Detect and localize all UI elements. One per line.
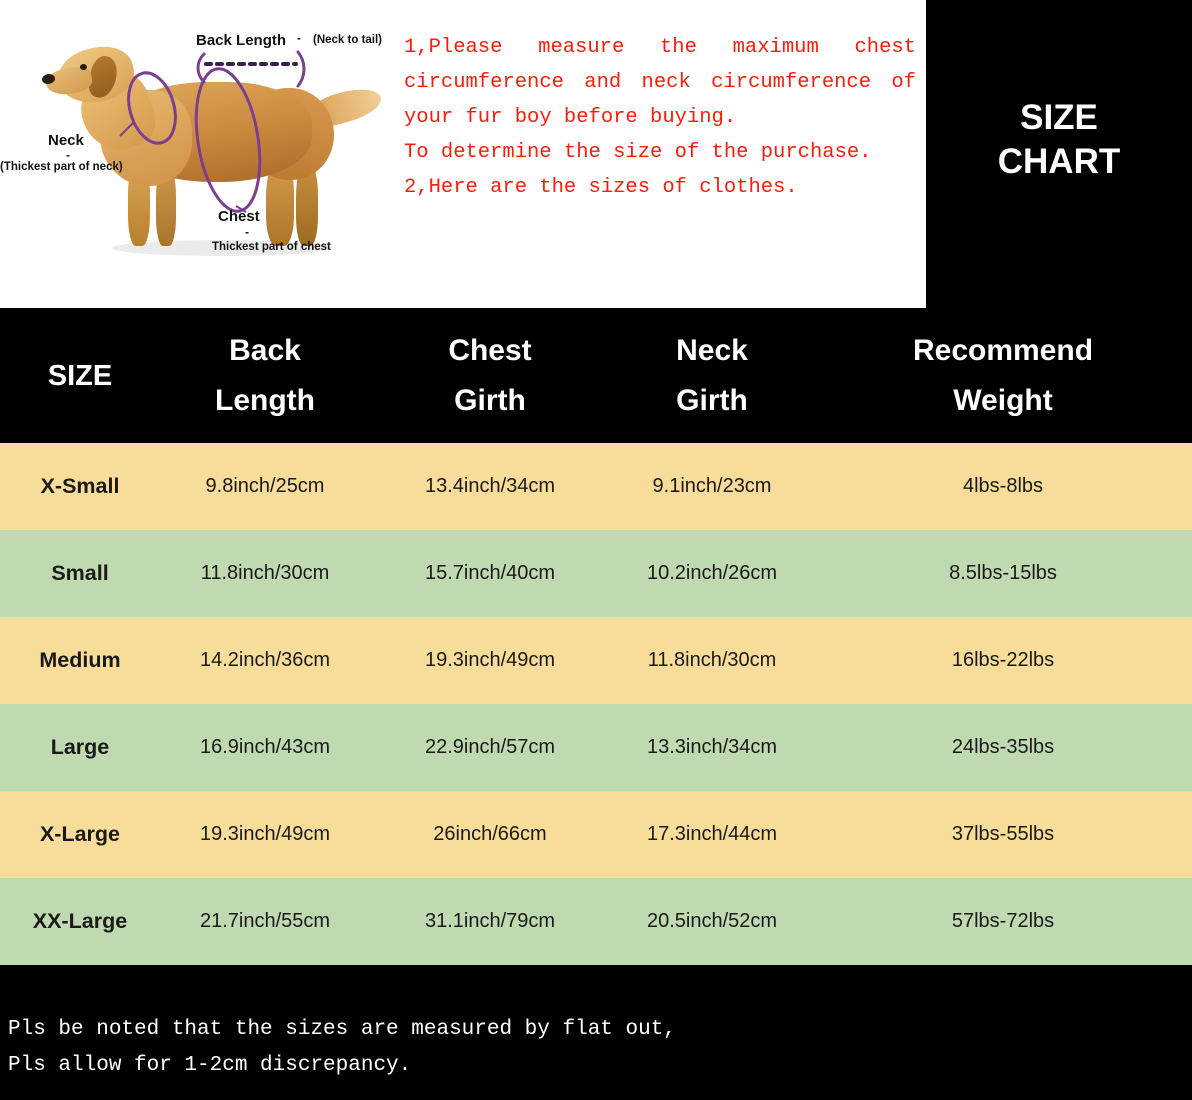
cell-size: XX-Large — [0, 878, 160, 965]
column-header-neck-girth-line1: Neck — [676, 333, 748, 367]
cell-size: X-Small — [0, 443, 160, 530]
instructions-text — [404, 30, 916, 205]
table-row — [0, 443, 1192, 530]
column-header-back-length-line1: Back — [229, 333, 301, 367]
column-header-neck-girth — [610, 308, 814, 443]
dog-measurement-diagram — [0, 0, 396, 308]
cell-size: Small — [0, 530, 160, 617]
column-header-neck-girth-line2: Girth — [676, 383, 748, 417]
cell-size: Medium — [0, 617, 160, 704]
table-row — [0, 530, 1192, 617]
cell-back-length: 21.7inch/55cm — [160, 878, 370, 965]
cell-back-length: 19.3inch/49cm — [160, 791, 370, 878]
cell-recommend-weight: 8.5lbs-15lbs — [814, 530, 1192, 617]
table-header-row — [0, 308, 1192, 443]
cell-recommend-weight: 57lbs-72lbs — [814, 878, 1192, 965]
cell-neck-girth: 20.5inch/52cm — [610, 878, 814, 965]
cell-neck-girth: 13.3inch/34cm — [610, 704, 814, 791]
neck-label: Neck — [48, 132, 84, 149]
table-row — [0, 878, 1192, 965]
back-length-dash: - — [297, 33, 301, 45]
cell-neck-girth: 11.8inch/30cm — [610, 617, 814, 704]
neck-dash: - — [66, 148, 70, 162]
footer-text — [8, 1012, 676, 1084]
size-chart-title-line2: CHART — [997, 142, 1121, 181]
table-row — [0, 617, 1192, 704]
back-length-note: (Neck to tail) — [313, 34, 383, 46]
cell-chest-girth: 19.3inch/49cm — [370, 617, 610, 704]
table-row — [0, 704, 1192, 791]
size-chart-title — [926, 96, 1192, 184]
size-chart-title-panel — [926, 0, 1192, 308]
chest-dash: - — [245, 225, 249, 239]
cell-chest-girth: 15.7inch/40cm — [370, 530, 610, 617]
chest-note: Thickest part of chest — [212, 241, 331, 253]
table-header — [0, 308, 1192, 443]
instruction-line-3: 2,Here are the sizes of clothes. — [404, 176, 798, 199]
instructions-panel — [396, 0, 926, 308]
column-header-chest-girth — [370, 308, 610, 443]
footer-line-2: Pls allow for 1-2cm discrepancy. — [8, 1054, 412, 1077]
cell-neck-girth: 9.1inch/23cm — [610, 443, 814, 530]
cell-back-length: 16.9inch/43cm — [160, 704, 370, 791]
cell-chest-girth: 22.9inch/57cm — [370, 704, 610, 791]
chest-label: Chest — [218, 208, 260, 225]
footer-note — [0, 978, 1192, 1100]
cell-chest-girth: 26inch/66cm — [370, 791, 610, 878]
back-length-label: Back Length — [196, 32, 287, 49]
cell-recommend-weight: 24lbs-35lbs — [814, 704, 1192, 791]
cell-size: X-Large — [0, 791, 160, 878]
cell-recommend-weight: 37lbs-55lbs — [814, 791, 1192, 878]
neck-note: (Thickest part of neck) — [0, 161, 123, 173]
cell-chest-girth: 31.1inch/79cm — [370, 878, 610, 965]
column-header-back-length-line2: Length — [215, 383, 315, 417]
column-header-recommend-weight-line1: Recommend — [912, 333, 1094, 367]
cell-recommend-weight: 4lbs-8lbs — [814, 443, 1192, 530]
instruction-line-1: 1,Please measure the maximum chest circumference and neck circumference of your fur boy before buying. — [404, 36, 916, 129]
table-row — [0, 791, 1192, 878]
table-body — [0, 443, 1192, 965]
cell-back-length: 9.8inch/25cm — [160, 443, 370, 530]
column-header-recommend-weight-line2: Weight — [953, 383, 1053, 417]
cell-chest-girth: 13.4inch/34cm — [370, 443, 610, 530]
column-header-chest-girth-line2: Girth — [454, 383, 526, 417]
column-header-chest-girth-line1: Chest — [448, 333, 532, 367]
column-header-recommend-weight — [814, 308, 1192, 443]
footer-line-1: Pls be noted that the sizes are measured by flat out, — [8, 1018, 676, 1041]
cell-neck-girth: 17.3inch/44cm — [610, 791, 814, 878]
instruction-line-2: To determine the size of the purchase. — [404, 141, 872, 164]
size-chart-title-line1: SIZE — [1020, 98, 1098, 137]
column-header-back-length — [160, 308, 370, 443]
dog-illustration — [0, 0, 396, 308]
cell-neck-girth: 10.2inch/26cm — [610, 530, 814, 617]
cell-recommend-weight: 16lbs-22lbs — [814, 617, 1192, 704]
column-header-size: SIZE — [0, 308, 160, 443]
size-chart-table — [0, 308, 1192, 965]
cell-back-length: 11.8inch/30cm — [160, 530, 370, 617]
cell-size: Large — [0, 704, 160, 791]
cell-back-length: 14.2inch/36cm — [160, 617, 370, 704]
top-section — [0, 0, 1192, 308]
